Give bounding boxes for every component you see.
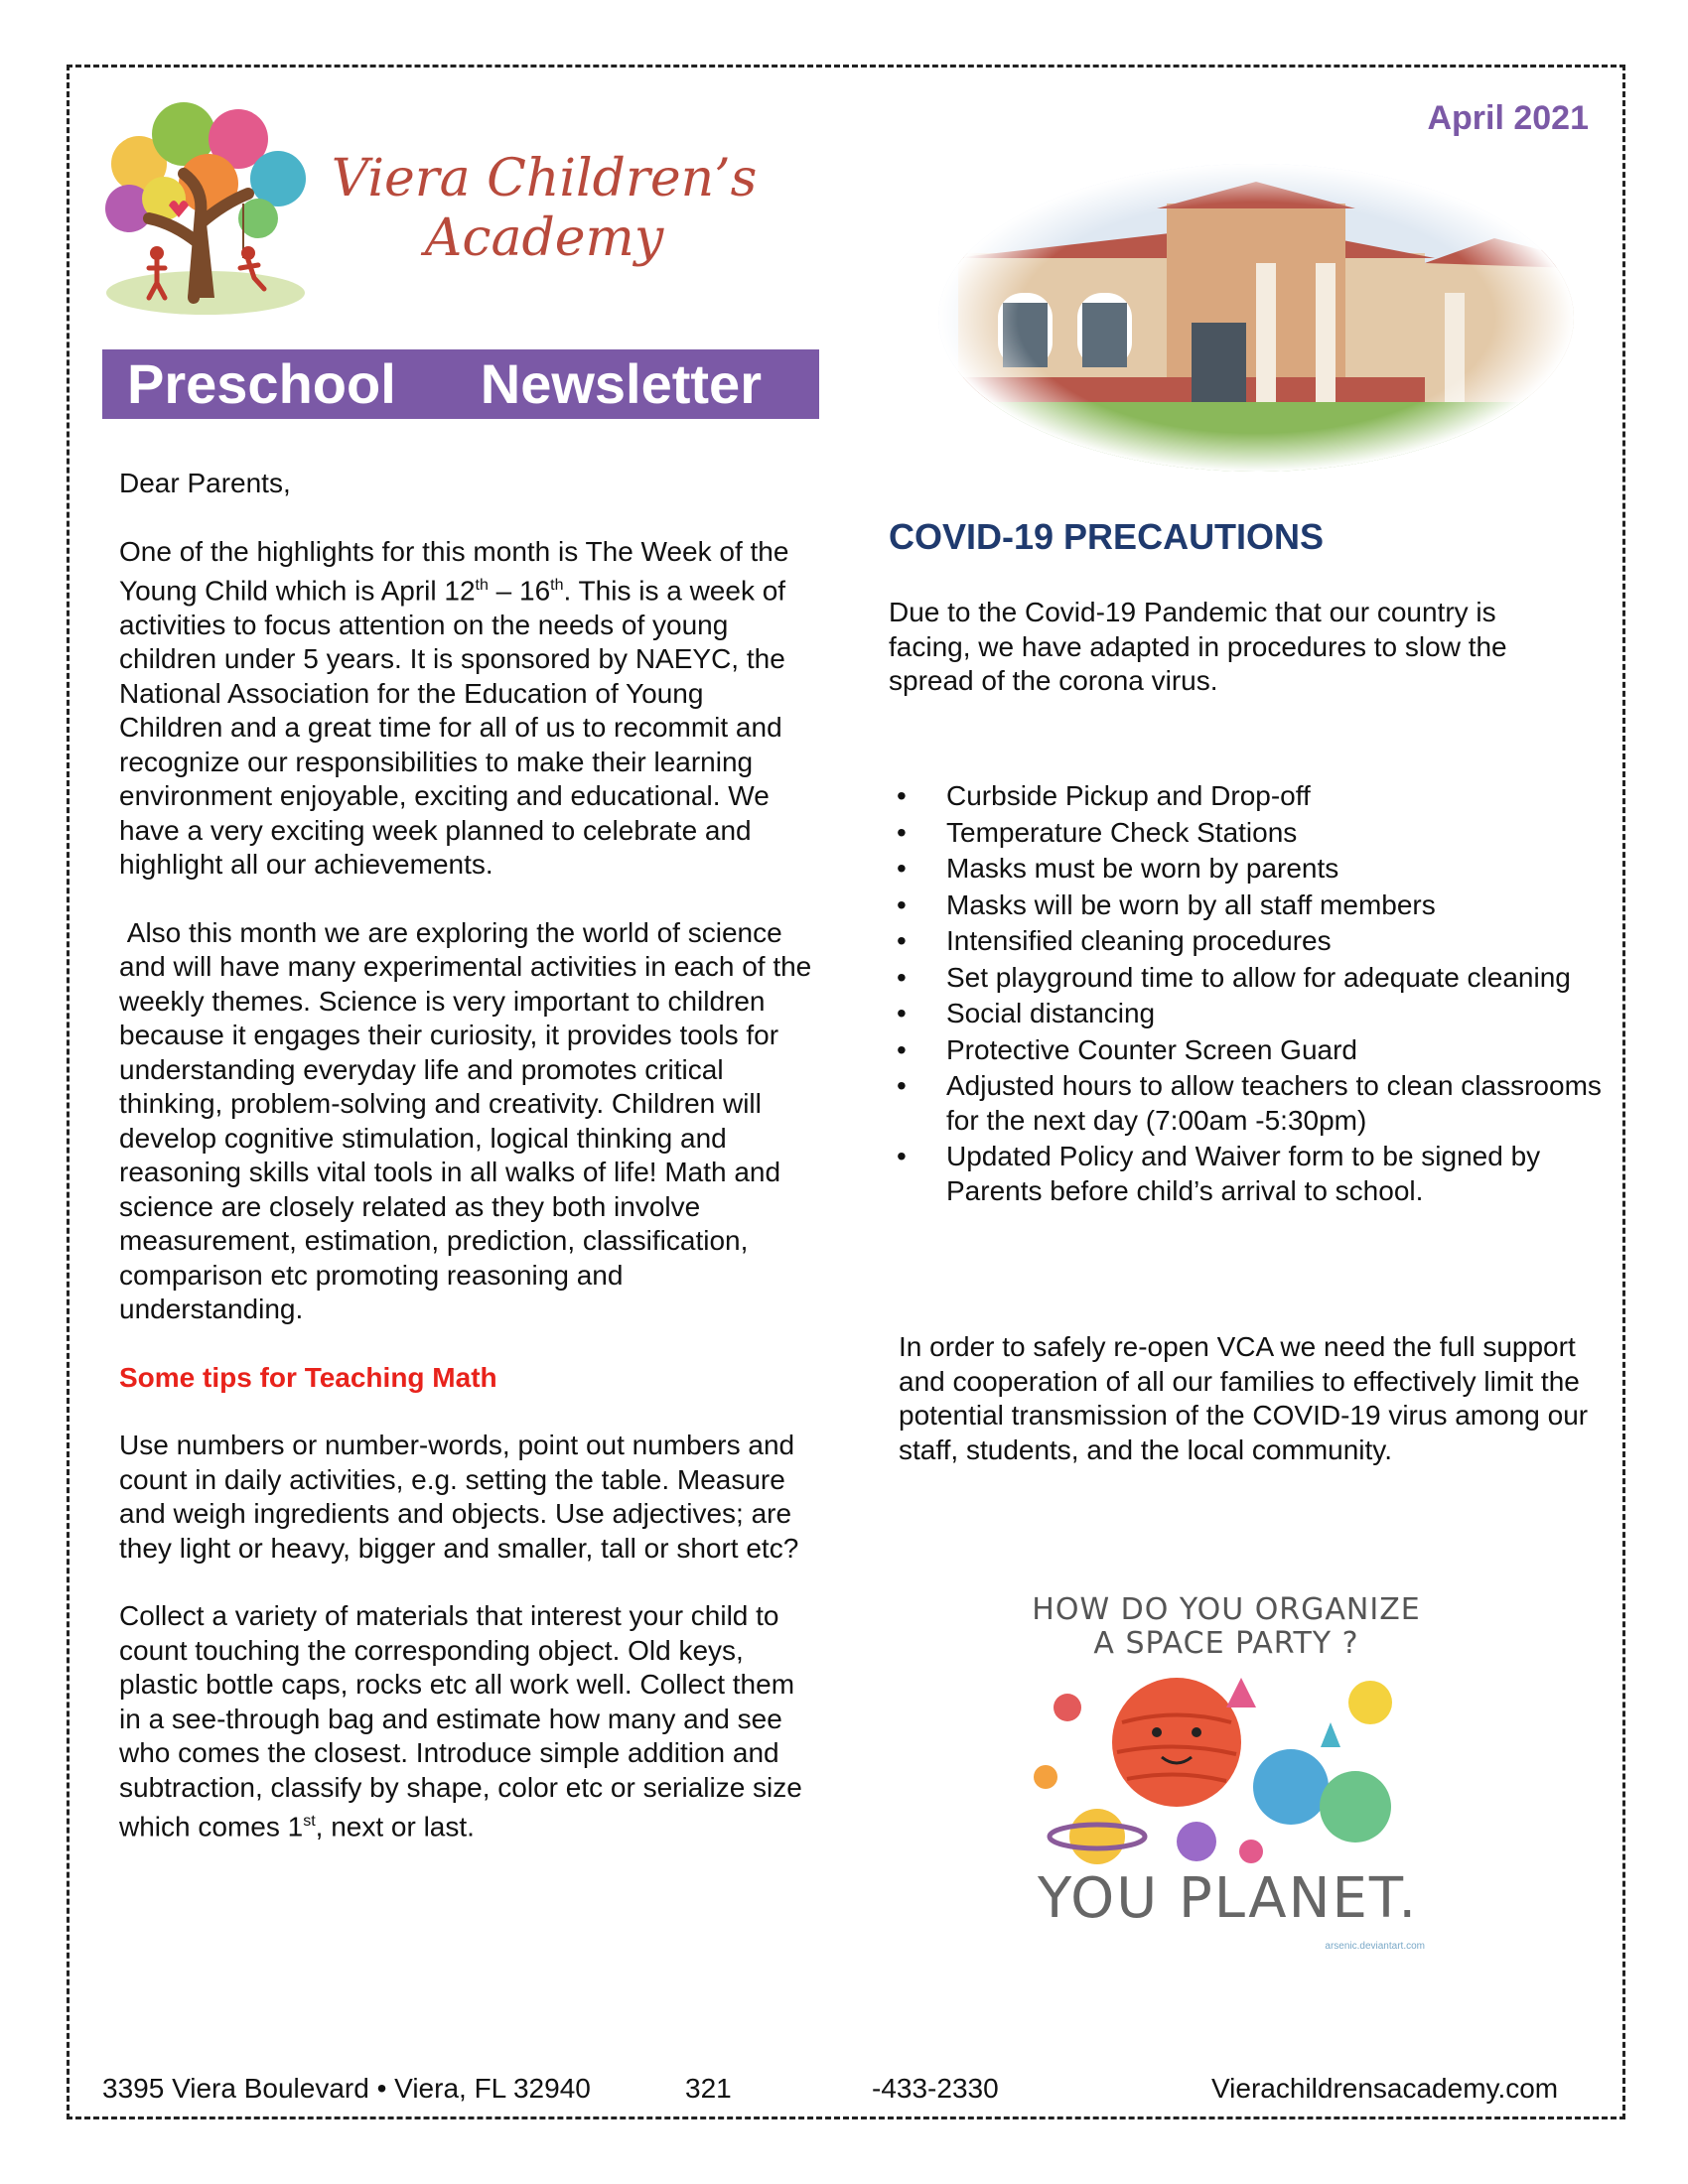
logo-wordmark: [316, 149, 773, 268]
letter-paragraph-numbers: Use numbers or number-words, point out numbers and count in daily activities, e.g. setting the table. Measure and weigh ingredients and objects. Use adjectives; are they light or heavy, bigger and smaller, tall or short etc?: [119, 1430, 799, 1564]
list-item: • Set playground time to allow for adequate cleaning: [889, 961, 1604, 996]
banner-word-preschool: Preschool: [127, 352, 396, 415]
newsletter-month: April 2021: [1427, 99, 1589, 137]
p1-text-c: . This is a week of activities to focus attention on the needs of young children under 5 years. It is sponsored by NAEYC, the National Association for the Education of Young Children and a great time for all of us to recommit and recognize our responsibilities to make their learning environment enjoyable, exciting and educational. We have a very exciting week planned to celebrate and highlight all our achievements.: [119, 575, 786, 881]
illustration-line2: A SPACE PARTY ?: [1093, 1626, 1359, 1661]
footer-phone: -433-2330: [872, 2073, 999, 2104]
planets-icon: [1028, 1668, 1425, 1876]
academy-logo: [89, 94, 774, 323]
illustration-line1: HOW DO YOU ORGANIZE: [1032, 1592, 1421, 1627]
footer-address: 3395 Viera Boulevard • Viera, FL 32940: [102, 2073, 591, 2104]
list-item: • Masks will be worn by all staff members: [889, 888, 1604, 923]
list-item: • Updated Policy and Waiver form to be signed by Parents before child’s arrival to school.: [889, 1140, 1604, 1208]
p4-sup: st: [303, 1813, 316, 1831]
logo-line1: Viera Children’s: [331, 149, 758, 208]
covid-intro: Due to the Covid-19 Pandemic that our country is facing, we have adapted in procedures to slow the spread of the corona virus.: [889, 597, 1507, 696]
space-party-illustration: [1008, 1583, 1445, 1966]
list-item: • Intensified cleaning procedures: [889, 924, 1604, 959]
precautions-list: [889, 779, 1604, 1210]
list-item: • Curbside Pickup and Drop-off: [889, 779, 1604, 814]
p1-text-b: – 16: [488, 575, 551, 607]
parents-letter: [119, 467, 820, 1878]
letter-paragraph-science: Also this month we are exploring the world of science and will have many experimental activities in each of the weekly themes. Science is very important to children because it engages their curiosity, it provides tools for understanding everyday life and promotes critical thinking, problem-solving and creativity. Children will develop cognitive stimulation, logical thinking and reasoning skills vital tools in all walks of life! Math and science are closely related as they both involve measurement, estimation, prediction, classification, comparison etc promoting reasoning and understanding.: [119, 916, 820, 1325]
list-item: • Temperature Check Stations: [889, 816, 1604, 851]
list-item: • Social distancing: [889, 997, 1604, 1031]
letter-paragraph-counting: [119, 1599, 814, 1844]
school-building-photo: [938, 164, 1574, 472]
logo-line2: Academy: [424, 208, 664, 268]
footer-area-code: 321: [685, 2073, 732, 2104]
letter-greeting: Dear Parents,: [119, 468, 291, 498]
p1-text-a: One of the highlights for this month is The Week of the Young Child which is April 12: [119, 535, 789, 607]
p4-text-b: , next or last.: [315, 1811, 475, 1843]
tips-heading: Some tips for Teaching Math: [119, 1361, 497, 1393]
tree-logo-icon: [89, 94, 323, 323]
banner-word-newsletter: Newsletter: [480, 352, 762, 415]
list-item: • Protective Counter Screen Guard: [889, 1033, 1604, 1068]
covid-heading: COVID-19 PRECAUTIONS: [889, 516, 1325, 557]
illustration-title: [1008, 1593, 1445, 1661]
p1-sup-1: th: [475, 577, 489, 594]
p4-text-a: Collect a variety of materials that interest your child to count touching the corresponding object. Old keys, plastic bottle caps, rocks etc all work well. Collect them in a see-through bag and estimate how many and see who comes the closest. Introduce simple addition and subtraction, classify by shape, color etc or serialize size which comes 1: [119, 1600, 802, 1843]
letter-paragraph-week-of-young-child: [119, 535, 814, 883]
p1-sup-2: th: [550, 577, 564, 594]
covid-closing: In order to safely re-open VCA we need the full support and cooperation of all our families to effectively limit the potential transmission of the COVID-19 virus among our staff, students, and the local community.: [899, 1331, 1589, 1465]
newsletter-banner: [102, 349, 819, 419]
list-item: • Adjusted hours to allow teachers to clean classrooms for the next day (7:00am -5:30pm): [889, 1069, 1604, 1138]
illustration-credit: arsenic.deviantart.com: [1325, 1941, 1425, 1952]
footer-website: Vierachildrensacademy.com: [1211, 2073, 1559, 2104]
illustration-caption: YOU PLANET.: [1038, 1866, 1419, 1931]
list-item: • Masks must be worn by parents: [889, 852, 1604, 887]
